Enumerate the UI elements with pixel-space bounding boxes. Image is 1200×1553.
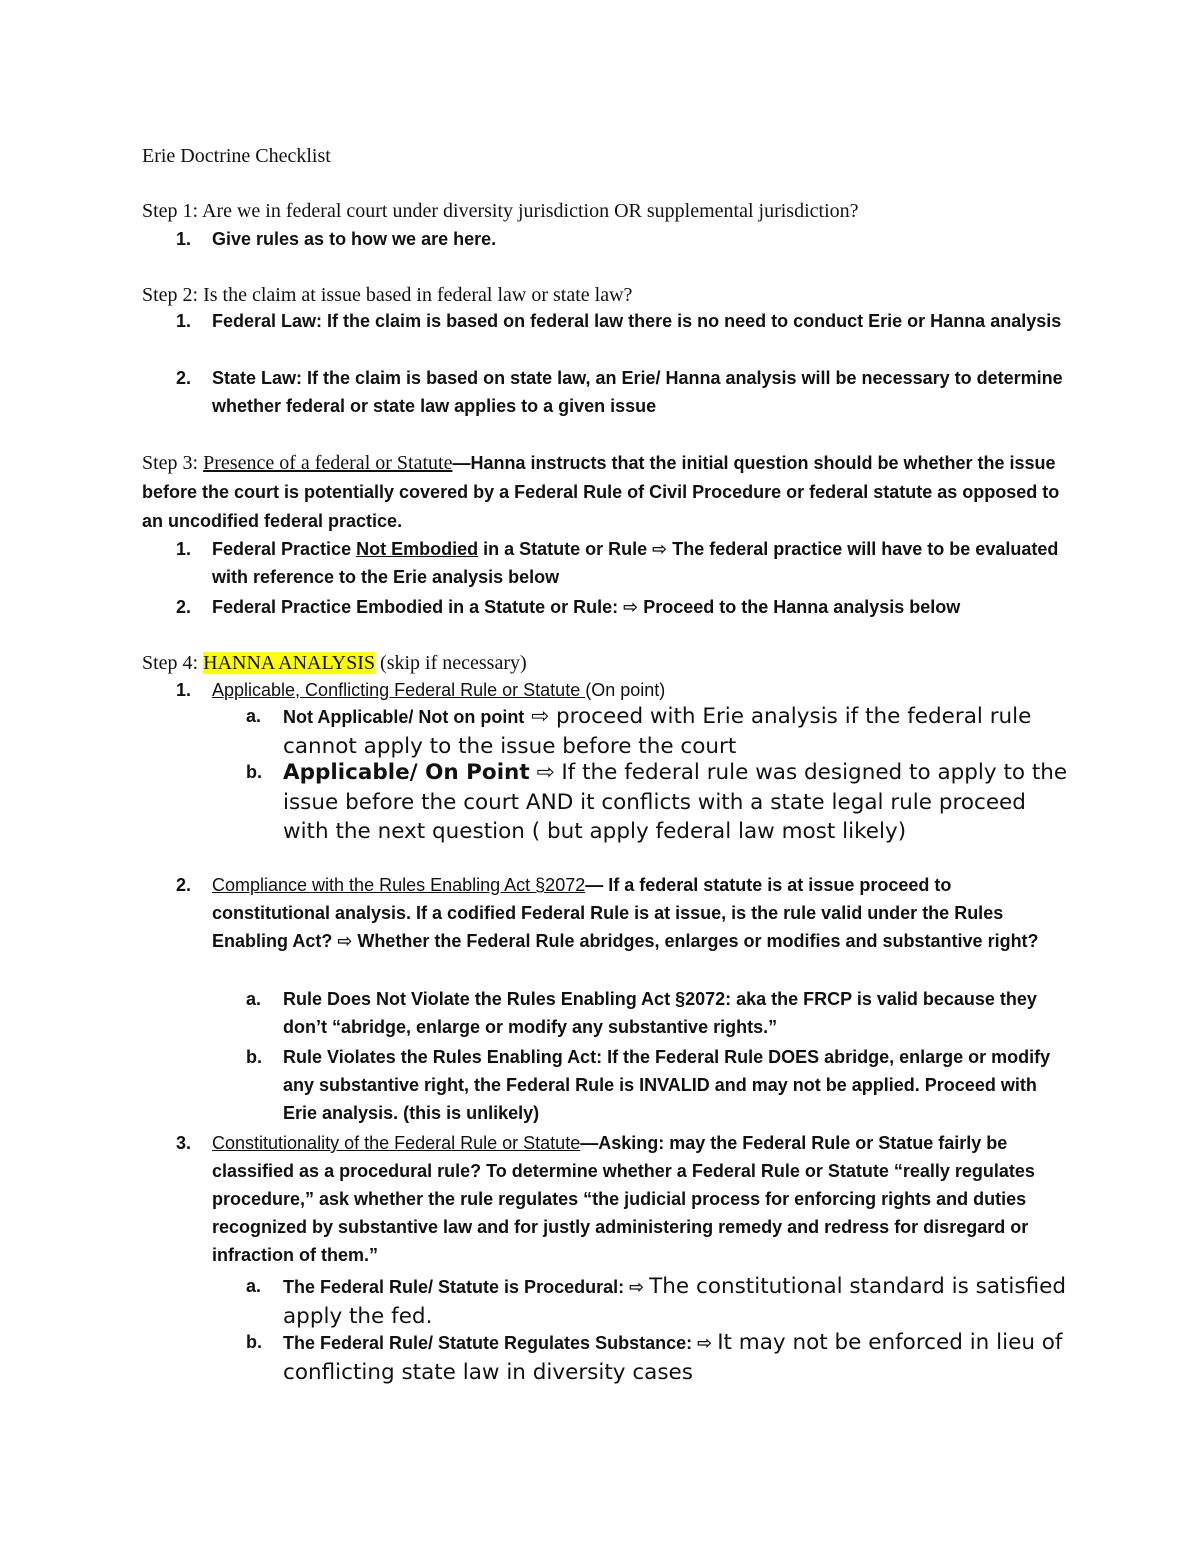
step-3-heading: Step 3: Presence of a federal or Statute—Hanna instructs that the initial question should be whether the issue before the court is potentially covered by a Federal Rule of Civil Procedure or federal statute as opposed to an uncodified federal practice.	[142, 452, 1060, 531]
step-4-item-1: 1. Applicable, Conflicting Federal Rule or Statute (On point)	[176, 680, 666, 700]
step-1-item-1: 1. Give rules as to how we are here.	[176, 229, 497, 249]
step-1-heading: Step 1: Are we in federal court under diversity jurisdiction OR supplemental jurisdiction?	[142, 200, 859, 222]
step-4-heading: Step 4: HANNA ANALYSIS (skip if necessary)	[142, 652, 527, 674]
step-4-item-2: 2. Compliance with the Rules Enabling Act §2072— If a federal statute is at issue proceed to constitutional analysis. If a codified Federal Rule is at issue, is the rule valid under the Rules Enabling Act? ⇨ Whether the Federal Rule abridges, enlarges or modifies and substantive right?	[176, 875, 1039, 951]
step-3-item-2: 2. Federal Practice Embodied in a Statute or Rule: ⇨ Proceed to the Hanna analysis below	[176, 597, 961, 617]
step-4-item-2b: b. Rule Violates the Rules Enabling Act: If the Federal Rule DOES abridge, enlarge or modify any substantive right, the Federal Rule is INVALID and may not be applied. Proceed with Erie analysis. (this is unlikely)	[246, 1047, 1051, 1123]
step-4-item-3: 3. Constitutionality of the Federal Rule or Statute—Asking: may the Federal Rule or Statue fairly be classified as a procedural rule? To determine whether a Federal Rule or Statute “really regulates procedure,” ask whether the rule regulates “the judicial process for enforcing rights and duties recognized by substantive law and for justly administering remedy and redress for disregard or infraction of them.”	[176, 1133, 1035, 1265]
step-3-item-1: 1. Federal Practice Not Embodied in a Statute or Rule ⇨ The federal practice will have to be evaluated with reference to the Erie analysis below	[176, 539, 1059, 587]
step-4-item-1b: b. Applicable/ On Point ⇨ If the federal rule was designed to apply to the issue before the court AND it conflicts with a state legal rule proceed with the next question ( but apply federal law most likely)	[246, 760, 1068, 844]
step-3-underlined: Presence of a federal or Statute	[203, 452, 453, 474]
step-4-item-2a: a. Rule Does Not Violate the Rules Enabling Act §2072: aka the FRCP is valid because they don’t “abridge, enlarge or modify any substantive rights.”	[246, 989, 1037, 1037]
step-4-item-3b: b. The Federal Rule/ Statute Regulates Substance: ⇨ It may not be enforced in lieu of conflicting state law in diversity cases	[246, 1330, 1063, 1385]
hanna-analysis-highlight: HANNA ANALYSIS	[203, 652, 376, 674]
step-2-item-1: 1. Federal Law: If the claim is based on federal law there is no need to conduct Erie or Hanna analysis	[176, 311, 1062, 331]
step-2-heading: Step 2: Is the claim at issue based in federal law or state law?	[142, 284, 633, 306]
step-4-item-1a: a. Not Applicable/ Not on point ⇨ proceed with Erie analysis if the federal rule cannot apply to the issue before the court	[246, 704, 1032, 759]
step-4-item-3a: a. The Federal Rule/ Statute is Procedural: ⇨ The constitutional standard is satisfied apply the fed.	[246, 1274, 1067, 1329]
step-2-item-2: 2. State Law: If the claim is based on state law, an Erie/ Hanna analysis will be necessary to determine whether federal or state law applies to a given issue	[176, 368, 1063, 416]
document-title: Erie Doctrine Checklist	[142, 145, 331, 167]
